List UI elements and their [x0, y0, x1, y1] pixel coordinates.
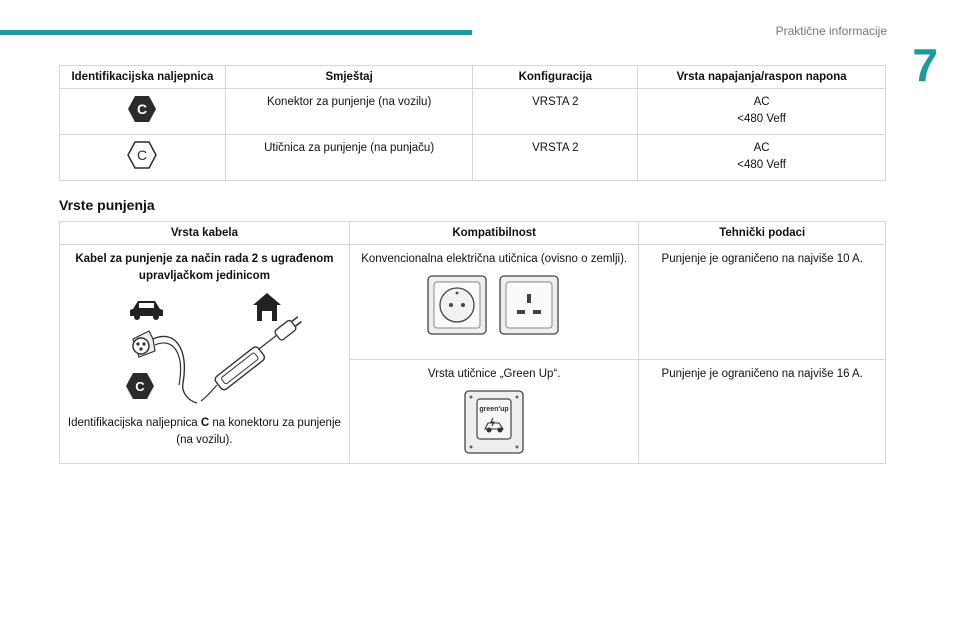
header-label: Identifikacijska naljepnica — [60, 66, 226, 89]
technical-cell: Punjenje je ograničeno na najviše 16 A. — [639, 360, 886, 464]
supply-type: AC — [753, 96, 770, 108]
technical-cell: Punjenje je ograničeno na najviše 10 A. — [639, 245, 886, 360]
control-box-icon — [214, 345, 266, 391]
car-icon — [130, 301, 163, 320]
supply-voltage: <480 Veff — [737, 159, 786, 171]
table-row — [60, 135, 886, 181]
header-accent-bar — [0, 30, 472, 35]
badge-letter: C — [137, 100, 148, 117]
charging-types-table — [59, 221, 886, 464]
badge-cell — [60, 89, 226, 135]
label-table-header-row — [60, 66, 886, 89]
header-compatibility: Kompatibilnost — [349, 222, 639, 245]
household-sockets-illustration — [424, 274, 564, 336]
header-configuration: Konfiguracija — [473, 66, 638, 89]
chapter-number: 7 — [912, 39, 938, 91]
location-cell: Konektor za punjenje (na vozilu) — [225, 89, 473, 135]
table-row — [60, 245, 886, 360]
header-title: Praktične informacije — [775, 24, 887, 38]
label-table — [59, 65, 886, 181]
table-row — [60, 89, 886, 135]
cable-title: Kabel za punjenje za način rada 2 s ugrađenom upravljačkom jedinicom — [75, 253, 334, 282]
badge-cell — [60, 135, 226, 181]
cable-cell — [60, 245, 350, 464]
cable-caption: Identifikacijska naljepnica C na konektoru za punjenje (na vozilu). — [67, 417, 341, 446]
compatibility-text: Vrsta utičnice „Green Up“. — [427, 368, 561, 380]
green-up-label: green'up — [479, 406, 509, 413]
header-cable-type: Vrsta kabela — [60, 222, 350, 245]
header-technical: Tehnički podaci — [639, 222, 886, 245]
badge-letter: C — [137, 146, 148, 163]
configuration-cell: VRSTA 2 — [473, 89, 638, 135]
schuko-socket-icon — [428, 276, 486, 334]
compatibility-cell — [349, 360, 639, 464]
uk-socket-icon — [500, 276, 558, 334]
compatibility-text: Konvencionalna električna utičnica (ovisno o zemlji). — [361, 253, 628, 265]
badge-letter: C — [135, 379, 146, 394]
header-location: Smještaj — [225, 66, 473, 89]
plug-icon — [274, 314, 303, 341]
green-up-socket-illustration — [463, 389, 525, 455]
charging-cable-illustration — [89, 291, 319, 409]
supply-cell — [638, 89, 886, 135]
header-supply: Vrsta napajanja/raspon napona — [638, 66, 886, 89]
connector-icon — [133, 331, 155, 357]
badge-c-filled-icon — [127, 94, 157, 124]
compatibility-cell — [349, 245, 639, 360]
section-heading: Vrste punjenja — [59, 197, 155, 213]
badge-c-outline-icon — [127, 140, 157, 170]
charging-table-header-row — [60, 222, 886, 245]
supply-cell — [638, 135, 886, 181]
supply-type: AC — [753, 142, 770, 154]
configuration-cell: VRSTA 2 — [473, 135, 638, 181]
supply-voltage: <480 Veff — [737, 113, 786, 125]
location-cell: Utičnica za punjenje (na punjaču) — [225, 135, 473, 181]
house-icon — [253, 293, 281, 321]
badge-c-filled-icon — [126, 373, 154, 399]
